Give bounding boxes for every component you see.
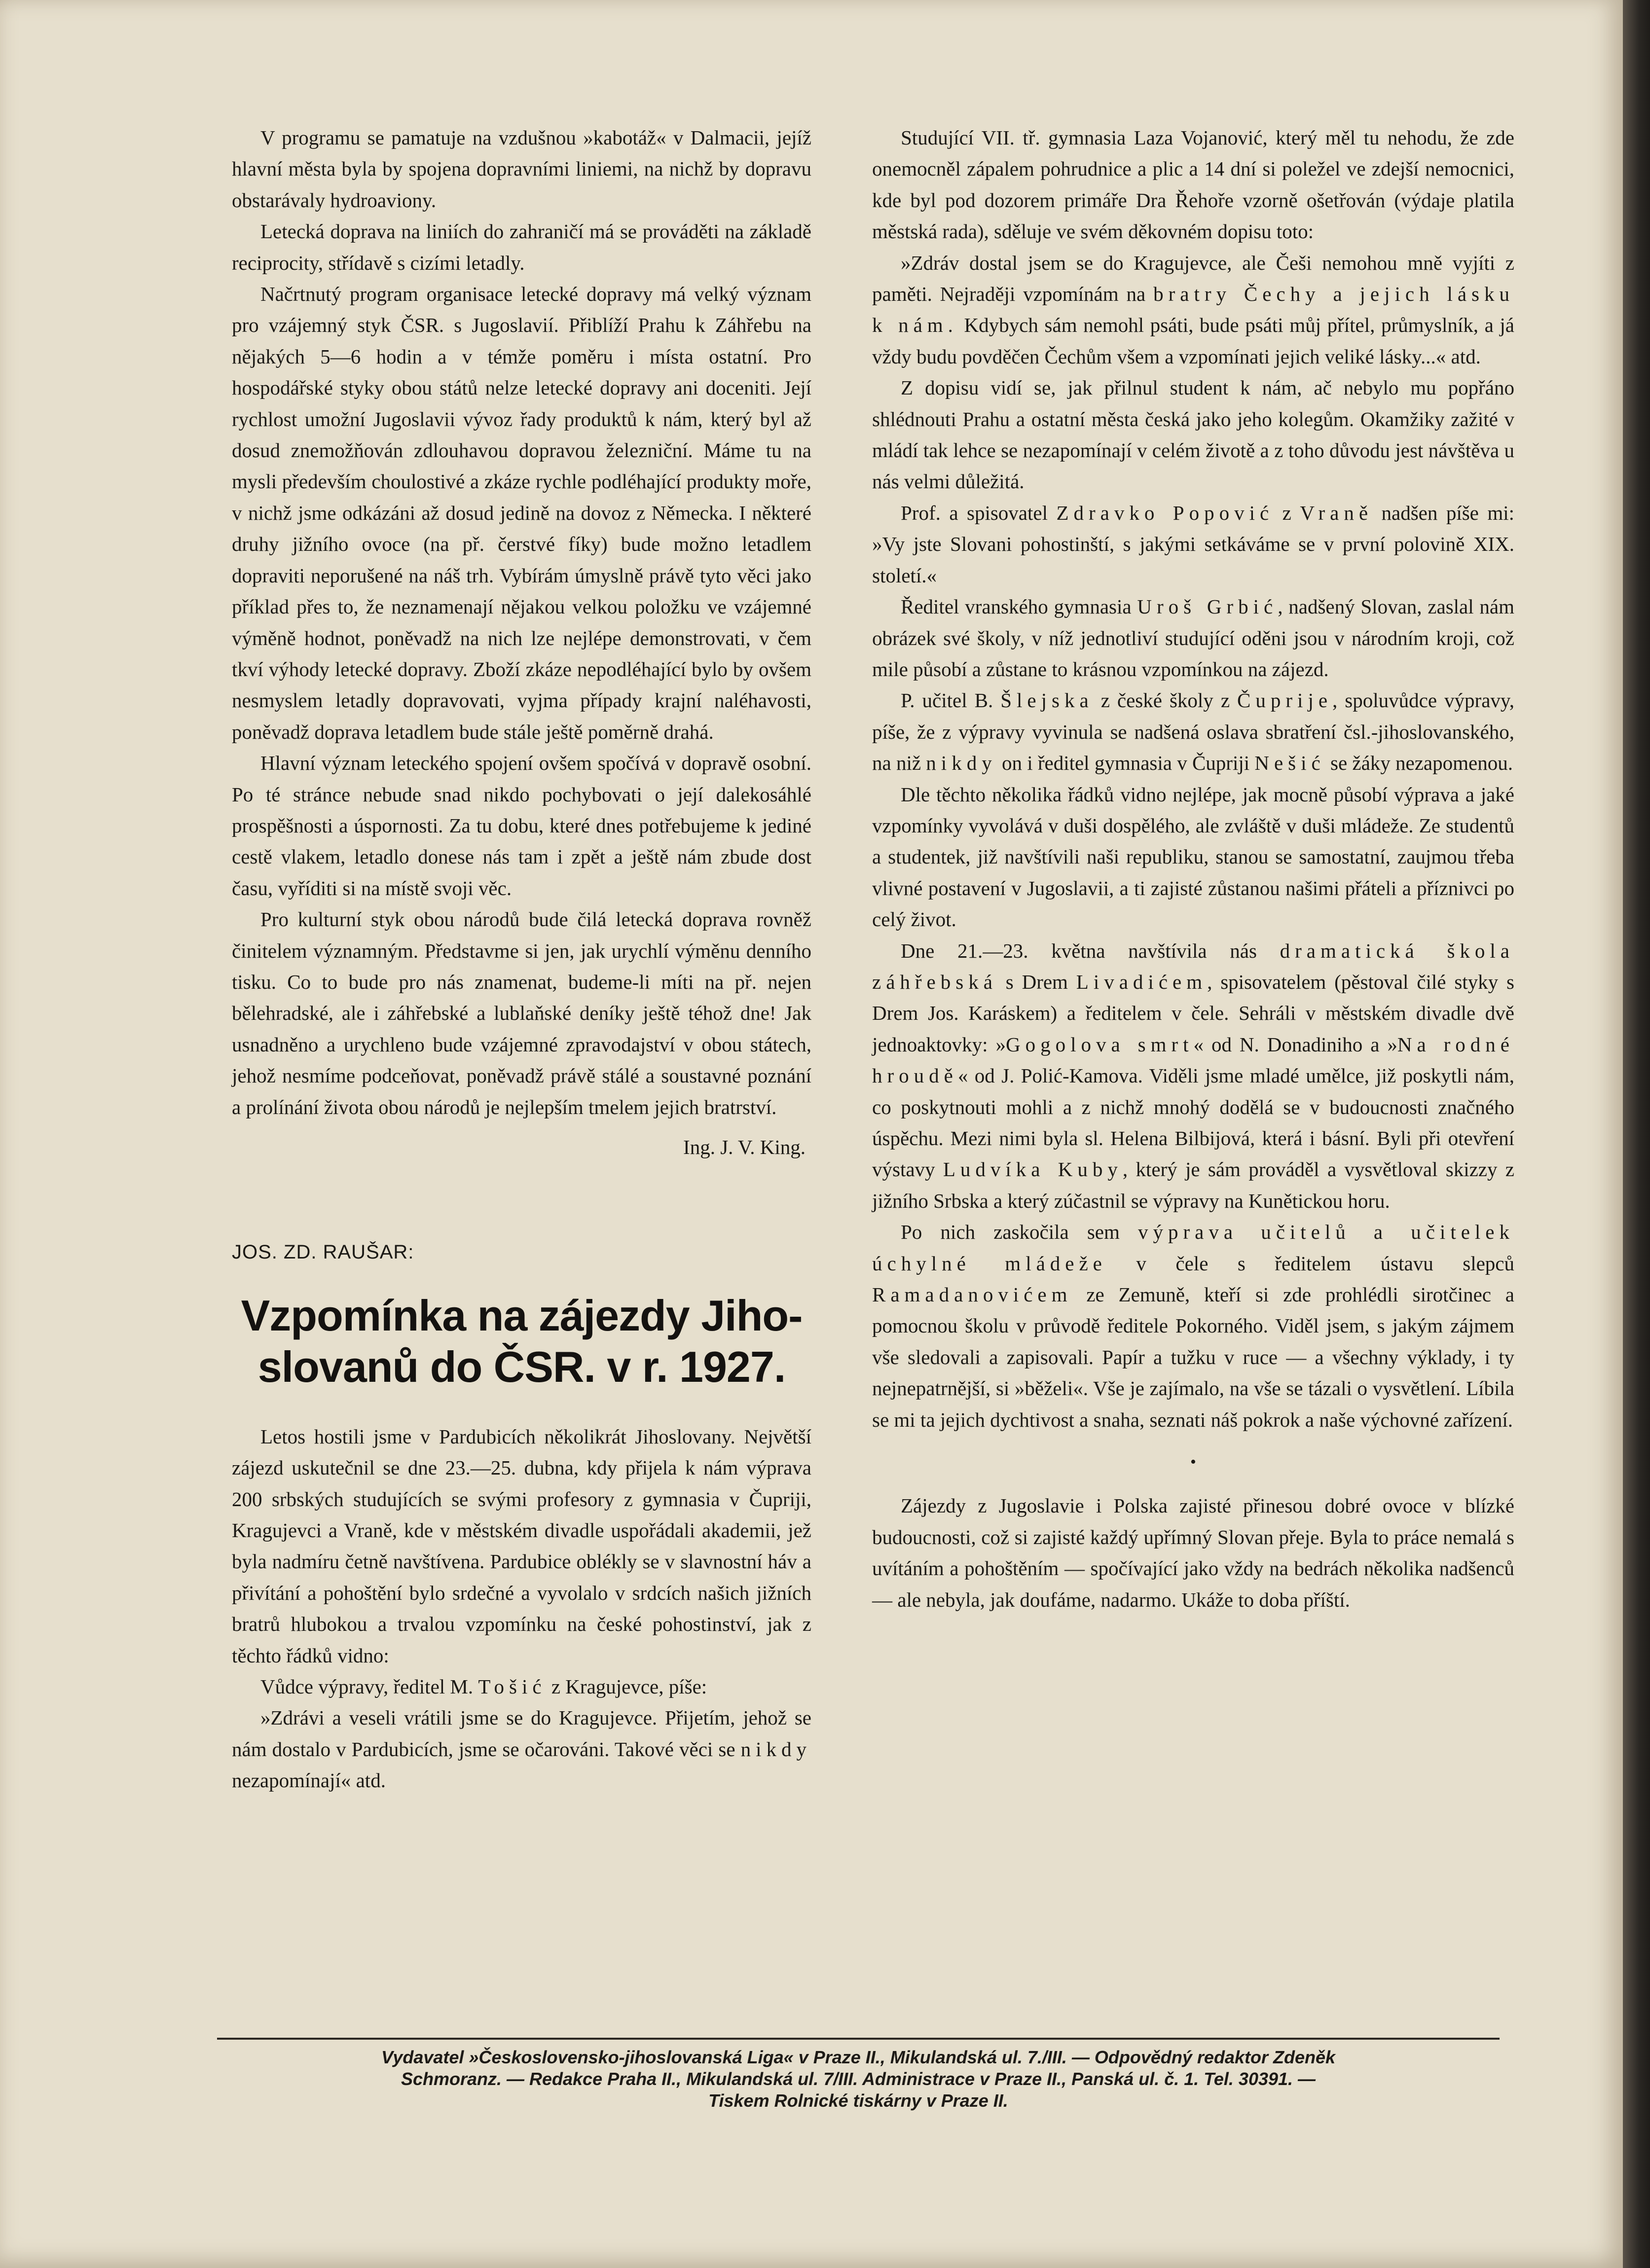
paragraph: Vůdce výpravy, ředitel M. Tošić z Kragujevce, píše: — [260, 1675, 707, 1698]
paragraph: Dne 21.—23. května navštívila nás dramatická škola záhřebská s Drem Livadićem, spisovatelem (pěstoval čilé styky s Drem Jos. Karáskem) a ředitelem v čele. Sehráli v městském divadle dvě jednoaktovky: »Gogolova smrt« od N. Donadiniho a »Na rodné hroudě« od J. Polić-Kamova. Viděli jsme mladé umělce, již poskytli nám, co poskytnouti mohli a z nichž mnohý dodělá se v budoucnosti značného úspěchu. Mezi nimi byla sl. Helena Bilbijová, která i básní. Byli při otevření výstavy Ludvíka Kuby, který je sám prováděl a vysvětloval skizzy z jižního Srbska a který zúčastnil se výpravy na Kunětickou horu. — [872, 939, 1514, 1212]
footer-line: Tiskem Rolnické tiskárny v Praze II. — [708, 2090, 1008, 2111]
right-column — [872, 122, 1514, 1616]
spaced-name: Šlejska — [1000, 689, 1094, 712]
paragraph: V programu se pamatuje na vzdušnou »kabotáž« v Dalmacii, jejíž hlavní města byla by spojena dopravními liniemi, na nichž by dopravu obstarávaly hydroaviony. — [232, 126, 811, 212]
spaced-name: Livadićem — [1076, 970, 1208, 993]
spaced-name: Ramadanovićem — [872, 1283, 1072, 1306]
section-separator: • — [1190, 1453, 1196, 1472]
spaced-town: Vraně — [1300, 501, 1373, 524]
paragraph: Zájezdy z Jugoslavie i Polska zajisté přinesou dobré ovoce v blízké budoucnosti, což si zajisté každý upřímný Slovan přeje. Byla to práce nemalá s uvítáním a pohoštěním — spočívající jako vždy na bedrách několika nadšenců — ale nebyla, jak doufáme, nadarmo. Ukáže to doba příští. — [872, 1494, 1514, 1611]
headline-line-2: slovanů do ČSR. v r. 1927. — [257, 1342, 786, 1391]
spaced-name: Ludvíka Kuby — [943, 1158, 1123, 1181]
paragraph: Dle těchto několika řádků vidno nejlépe, jak mocně působí výprava a jaké vzpomínky vyvolává v duši dospělého, ale zvláště v duši mládeže. Ze studentů a studentek, již navštívili naši republiku, stanou se samostatní, zaujmou třeba vlivné postavení v Jugoslavii, a ti zajisté zůstanou našimi přáteli a příznivci po celý život. — [872, 783, 1514, 931]
paragraph: Po nich zaskočila sem výprava učitelů a učitelek úchylné mládeže v čele s ředitelem ústavu slepců Ramadanovićem ze Zemuně, kteří si zde prohlédli sirotčinec a pomocnou školu v průvodě ředitele Pokorného. Viděl jsem, s jakým zájmem vše sledovali a zapisovali. Papír a tužku v ruce — a všechny výklady, i ty nejnepatrnější, si »běželi«. Vše je zajímalo, na vše se tázali o vysvětlení. Líbila se mi ta jejich dychtivost a snaha, seznati náš pokrok a naše výchovné zařízení. — [872, 1221, 1515, 1431]
paragraph: Načrtnutý program organisace letecké dopravy má velký význam pro vzájemný styk ČSR. s Jugoslavií. Přiblíží Prahu k Záhřebu na nějakých 5—6 hodin a v témže poměru i místa ostatní. Pro hospodářské styky obou států nelze letecké dopravy ani doceniti. Její rychlost umožní Jugoslavii vývoz řady produktů k nám, který byl až dosud znemožňován zdlouhavou dopravou železniční. Máme tu na mysli především choulostivé a zkáze rychle podléhající produkty moře, v nichž jsme odkázáni až dosud jedině na dovoz z Německa. I některé druhy jižního ovoce (na př. čerstvé fíky) bude možno letadlem dopraviti neporušené na náš trh. Vybírám úmyslně právě tyto věci jako příklad přes to, že neznamenají nějakou velkou položku ve vzájemné výměně hodnot, poněvadž na nich lze nejlépe demonstrovati, v čem tkví výhody letecké dopravy. Zboží zkáze nepodléhající bylo by ovšem nesmyslem letadly dopravovati, vyjma případy krajní naléhavosti, poněvadž doprava letadlem bude stále ještě poměrně drahá. — [232, 283, 811, 743]
footer-line: Vydavatel »Československo-jihoslovanská Liga« v Praze II., Mikulandská ul. 7./III. — Odpovědný redaktor Zdeněk — [381, 2047, 1336, 2067]
page-edge — [1623, 0, 1650, 2268]
paragraph: P. učitel B. Šlejska z české školy z Čuprije, spoluvůdce výpravy, píše, že z výpravy vyvinula se nadšená oslava sbratření čsl.-jihoslovanského, na niž nikdy on i ředitel gymnasia v Čupriji Nešić se žáky nezapomenou. — [872, 689, 1514, 775]
spaced-emphasis: nikdy — [740, 1737, 812, 1761]
paragraph: Prof. a spisovatel Zdravko Popović z Vraně nadšen píše mi: »Vy jste Slovani pohostinští, s jakými setkáváme se v první polovině XIX. století.« — [872, 501, 1515, 587]
spaced-town: Čuprije — [1237, 689, 1333, 712]
article-headline — [232, 1290, 811, 1393]
spaced-emphasis: dramatická škola záhřebská — [872, 939, 1514, 993]
footer-line: Schmoranz. — Redakce Praha II., Mikulandská ul. 7/III. Administrace v Praze II., Panská ul. č. 1. Tel. 30391. — — [401, 2069, 1316, 2089]
spaced-title: Gogolova smrt — [1006, 1033, 1194, 1056]
paragraph: Hlavní význam leteckého spojení ovšem spočívá v dopravě osobní. Po té stránce nebude snad nikdo pochybovati o její dalekosáhlé prospěšnosti a úspornosti. Za tu dobu, které dnes potřebujeme k jediné cestě vlakem, letadlo donese nás tam i zpět a ještě nám zbude dost času, vyříditi si na místě svoji věc. — [232, 752, 811, 900]
spaced-name: Uroš Grbić — [1137, 595, 1278, 618]
paragraph: »Zdrávi a veseli vrátili jsme se do Kragujevce. Přijetím, jehož se nám dostalo v Pardubicích, jsme se očarováni. Takové věci se nikdy nezapomínají« atd. — [232, 1706, 812, 1792]
paragraph: Letos hostili jsme v Pardubicích několikrát Jihoslovany. Největší zájezd uskutečnil se dne 23.—25. dubna, kdy přijela k nám výprava 200 srbských studujících se svými profesory z gymnasia v Čupriji, Kragujevci a Vraně, kde v městském divadle uspořádali akademii, jež byla nadmíru četně navštívena. Pardubice oblékly se v slavnostní háv a přivítání a pohoštění bylo srdečné a vyvolalo v srdcích našich jižních bratrů hlubokou a trvalou vzpomínku na české pohostinství, jak z těchto řádků vidno: — [232, 1425, 811, 1667]
paragraph: »Zdráv dostal jsem se do Kragujevce, ale Češi nemohou mně vyjíti z paměti. Nejraději vzpomínám na bratry Čechy a jejich lásku k nám. Kdybych sám nemohl psáti, bude psáti můj přítel, průmyslník, a já vždy budu povděčen Čechům všem a vzpomínati jejich veliké lásky...« atd. — [872, 251, 1515, 368]
paragraph: Pro kulturní styk obou národů bude čilá letecká doprava rovněž činitelem významným. Představme si jen, jak urychlí výměnu denního tisku. Co to bude pro nás znamenat, budeme-li míti na př. nejen bělehradské, ale i záhřebské a lublaňské deníky ještě téhož dne! Jak usnadněno a urychleno bude vzájemné zpravodajství v obou státech, jehož nesmíme podceňovat, poněvadž právě stálé a soustavné poznání a prolínání života obou národů je nejlepším tmelem jejich bratrství. — [232, 908, 811, 1118]
publisher-footer — [217, 2038, 1500, 2112]
spaced-emphasis: bratry Čechy a jejich lásku k nám. — [872, 283, 1515, 337]
left-column — [232, 122, 811, 1797]
paragraph: Z dopisu vidí se, jak přilnul student k nám, ač nebylo mu popřáno shlédnouti Prahu a ostatní města česká jako jeho kolegům. Okamžiky zažité v mládí tak lehce se nezapomínají v celém životě a z toho důvodu jest návštěva u nás velmi důležitá. — [872, 376, 1514, 493]
spaced-name: Tošić — [478, 1675, 547, 1698]
article-byline: JOS. ZD. RAUŠAR: — [232, 1241, 414, 1263]
spaced-name: Nešić — [1254, 752, 1325, 775]
headline-line-1: Vzpomínka na zájezdy Jiho- — [241, 1291, 803, 1340]
spaced-emphasis: výprava učitelů a učitelek úchylné mládeže — [872, 1221, 1514, 1275]
author-signature: Ing. J. V. King. — [683, 1136, 806, 1158]
spaced-title: Na rodné hroudě — [872, 1033, 1514, 1087]
spaced-name: Zdravko Popović — [1056, 501, 1274, 524]
spaced-emphasis: nikdy — [926, 752, 997, 775]
paragraph: Ředitel vranského gymnasia Uroš Grbić, nadšený Slovan, zaslal nám obrázek své školy, v níž jednotliví studující oděni jsou v národním kroji, což mile působí a zůstane to krásnou vzpomínkou na zájezd. — [872, 595, 1514, 681]
paragraph: Letecká doprava na liniích do zahraničí má se prováděti na základě reciprocity, střídavě s cizími letadly. — [232, 220, 811, 274]
paragraph: Studující VII. tř. gymnasia Laza Vojanović, který měl tu nehodu, že zde onemocněl zápalem pohrudnice a plic a 14 dní si poležel ve zdejší nemocnici, kde byl pod dozorem primáře Dra Řehoře vzorně ošetřován (výdaje platila městská rada), sděluje ve svém děkovném dopisu toto: — [872, 126, 1514, 243]
